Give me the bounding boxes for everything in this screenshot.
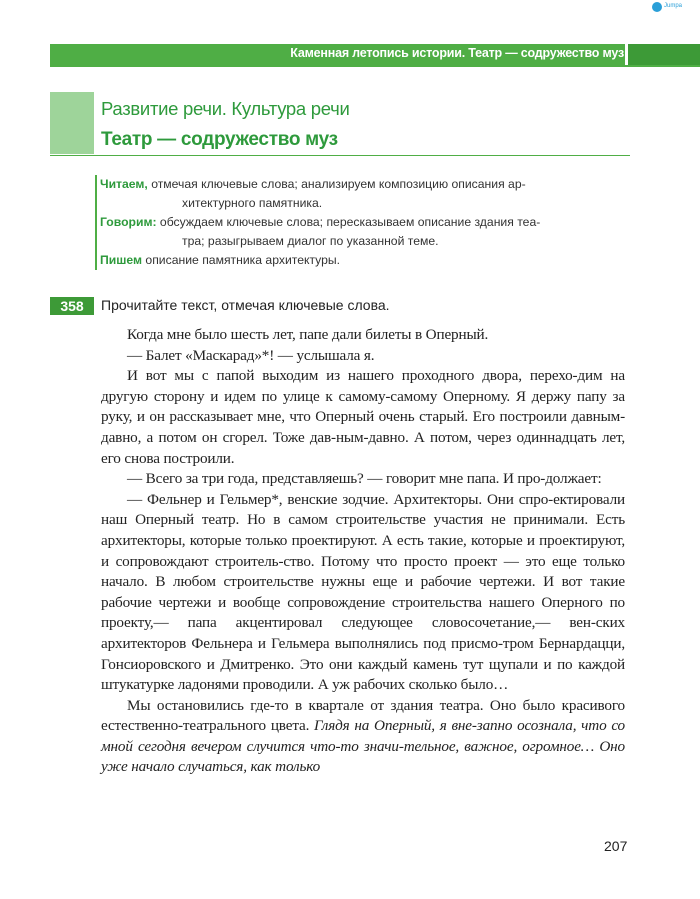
publisher-logo (652, 2, 692, 14)
goal-keyword: Пишем (100, 253, 143, 267)
header-tab (628, 44, 700, 65)
section-subtitle: Развитие речи. Культура речи (101, 98, 350, 119)
running-header-title: Каменная летопись истории. Театр — содружество муз (290, 46, 624, 60)
text-paragraph: — Всего за три года, представляешь? — говорит мне папа. И про-должает: (127, 470, 602, 488)
exercise-task: Прочитайте текст, отмечая ключевые слова. (101, 297, 390, 313)
goal-keyword: Говорим: (100, 215, 157, 229)
section-color-block (50, 92, 94, 154)
goal-text: отмечая ключевые слова; анализируем композицию описания ар- (147, 177, 526, 191)
text-paragraph: — Фельнер и Гельмер*, венские зодчие. Архитекторы. Они спро-ектировали наш Оперный театр. Но в самом строительстве участия не принимали. Есть архитекторы, которые только проектируют. А есть такие, которые и проектируют, и сопровождают строитель-ство. Потому что просто проект — это еще только начало. В любом строительстве нужны еще и рабочие чертежи. И вот такие рабочие чертежи и вообще сопровождение строительства нашего Оперного по проекту,— папа акцентировал следующее словосочетание,— вен-ских архитекторов Фельнера и Гельмера выполнялись под присмо-тром Бернардацци, Гонсиоровского и Дмитренко. Это они каждый камень тут щупали и по каждой штукатурке ладонями проводили. А уж рабочих сколько было… (101, 490, 625, 694)
section-rule (50, 155, 630, 156)
logo-circle-icon (652, 2, 662, 12)
text-paragraph: Когда мне было шесть лет, папе дали билеты в Оперный. (127, 326, 489, 343)
goal-item-speaking (97, 213, 632, 251)
section-title: Театр — содружество муз (101, 129, 338, 150)
text-paragraph (101, 696, 625, 778)
running-header (50, 44, 700, 65)
page-number: 207 (604, 838, 628, 854)
text-italic-sentence: Глядя на Оперный, я вне-запно осознала, что со мной сегодня вечером случится что-то значи-тельное, важное, огромное… Оно уже начало случаться, как только (101, 717, 625, 776)
exercise-number-badge: 358 (50, 297, 94, 315)
goal-item-writing (97, 251, 632, 270)
goal-text-continued: хитектурного памятника. (182, 196, 323, 210)
text-paragraph: И вот мы с папой выходим из нашего проходного двора, перехо-дим на другую сторону и идем по улице к самому-самому Оперному. Я держу папу за руку, и он рассказывает мне, что Оперный очень старый. Его построили давным-давно, а потом он сгорел. Тоже дав-ным-давно. А потом, через одиннадцать лет, его снова построили. (101, 367, 625, 467)
goal-text: описание памятника архитектуры. (142, 253, 341, 267)
reading-text (101, 325, 625, 778)
goal-keyword: Читаем, (100, 177, 148, 191)
header-rule (50, 65, 700, 67)
goal-item-reading (97, 175, 632, 213)
logo-text: Jumpa (664, 3, 683, 9)
goal-text: обсуждаем ключевые слова; пересказываем описание здания теа- (156, 215, 541, 229)
lesson-goals (95, 175, 632, 270)
text-paragraph: — Балет «Маскарад»*! — услышала я. (127, 346, 375, 364)
goal-text-continued: тра; разыгрываем диалог по указанной теме. (182, 234, 439, 248)
text-sentence: Мы остановились где-то в квартале от здания театра. Оно было красивого естественно-театрального цвета. (101, 696, 625, 735)
